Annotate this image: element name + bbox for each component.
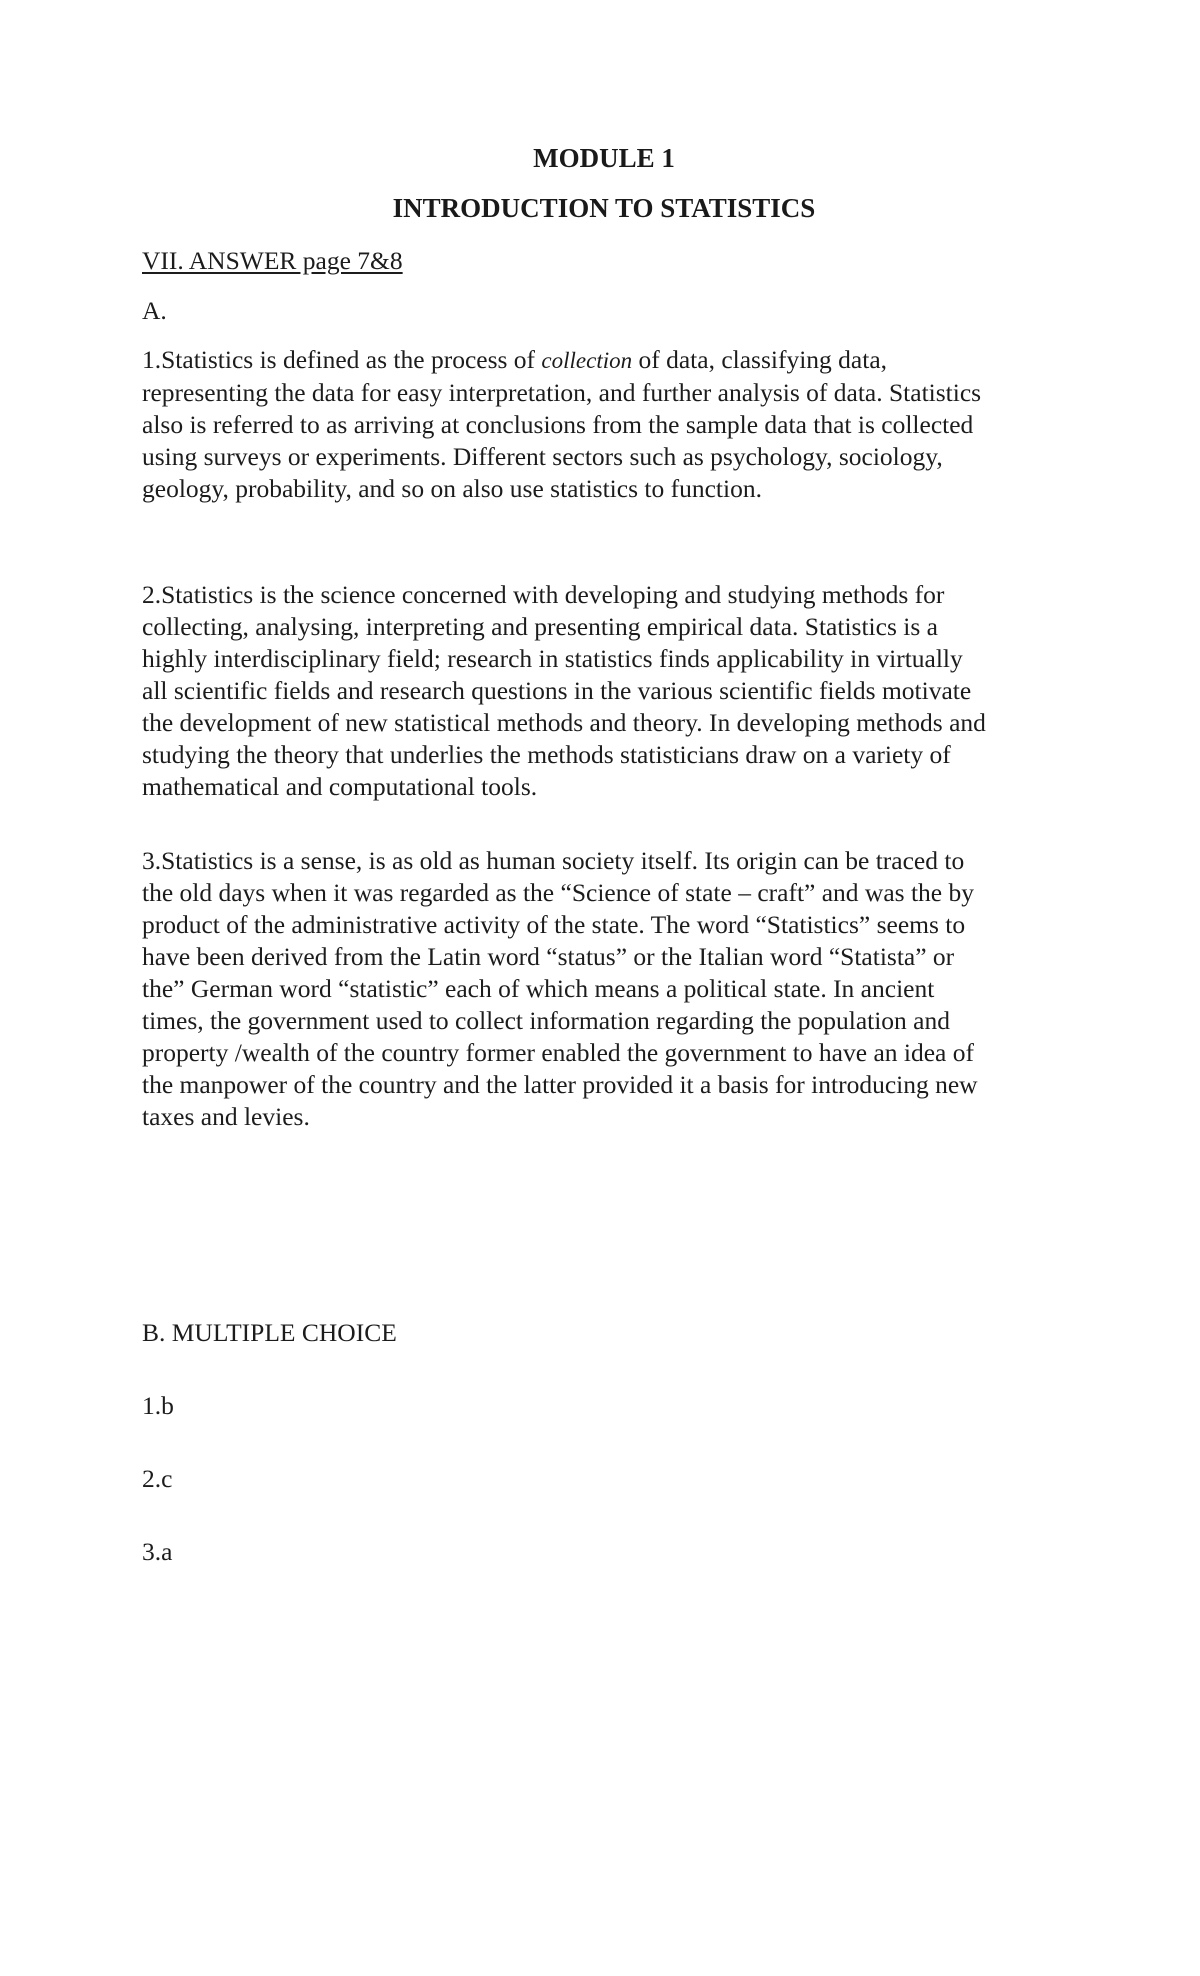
- answer-1-text-pre: 1.Statistics is defined as the process of: [142, 345, 542, 374]
- answer-2-paragraph: [142, 579, 1072, 803]
- answer-1-paragraph: [142, 344, 1072, 505]
- answer-1-line: geology, probability, and so on also use statistics to function.: [142, 474, 762, 503]
- answer-1-line: also is referred to as arriving at conclusions from the sample data that is collected: [142, 410, 974, 439]
- answer-1-line: representing the data for easy interpretation, and further analysis of data. Statistics: [142, 378, 982, 407]
- answer-3-paragraph: [142, 845, 1072, 1133]
- multiple-choice-answer-2: 2.c: [142, 1464, 173, 1493]
- answer-2-line: studying the theory that underlies the methods statisticians draw on a variety of: [142, 740, 951, 769]
- answer-3-line: have been derived from the Latin word “status” or the Italian word “Statista” or: [142, 942, 955, 971]
- section-a-label: A.: [142, 296, 167, 325]
- answer-3-line: property /wealth of the country former enabled the government to have an idea of: [142, 1038, 974, 1067]
- document-title: INTRODUCTION TO STATISTICS: [392, 193, 816, 223]
- answer-2-line: 2.Statistics is the science concerned with developing and studying methods for: [142, 580, 945, 609]
- answer-3-line: 3.Statistics is a sense, is as old as human society itself. Its origin can be traced to: [142, 846, 965, 875]
- answer-3-line: taxes and levies.: [142, 1102, 310, 1131]
- answer-1-line: using surveys or experiments. Different sectors such as psychology, sociology,: [142, 442, 943, 471]
- answer-3-line: the old days when it was regarded as the “Science of state – craft” and was the by: [142, 878, 974, 907]
- answer-3-line: the manpower of the country and the latter provided it a basis for introducing new: [142, 1070, 978, 1099]
- answer-2-line: all scientific fields and research questions in the various scientific fields motivate: [142, 676, 972, 705]
- multiple-choice-answer-3: 3.a: [142, 1537, 173, 1566]
- answer-3-line: the” German word “statistic” each of which means a political state. In ancient: [142, 974, 935, 1003]
- answer-2-line: collecting, analysing, interpreting and presenting empirical data. Statistics is a: [142, 612, 938, 641]
- answer-2-line: highly interdisciplinary field; research in statistics finds applicability in virtually: [142, 644, 963, 673]
- answer-1-italic-word: collection: [541, 348, 633, 373]
- answer-heading: VII. ANSWER page 7&8: [142, 246, 403, 275]
- answer-3-line: times, the government used to collect information regarding the population and: [142, 1006, 950, 1035]
- module-heading: MODULE 1: [533, 143, 675, 173]
- answer-1-line: [142, 344, 1072, 377]
- answer-3-line: product of the administrative activity of the state. The word “Statistics” seems to: [142, 910, 966, 939]
- answer-2-line: the development of new statistical methods and theory. In developing methods and: [142, 708, 986, 737]
- answer-2-line: mathematical and computational tools.: [142, 772, 538, 801]
- section-b-heading: B. MULTIPLE CHOICE: [142, 1318, 397, 1347]
- multiple-choice-answer-1: 1.b: [142, 1391, 174, 1420]
- answer-1-text-post: of data, classifying data,: [632, 345, 888, 374]
